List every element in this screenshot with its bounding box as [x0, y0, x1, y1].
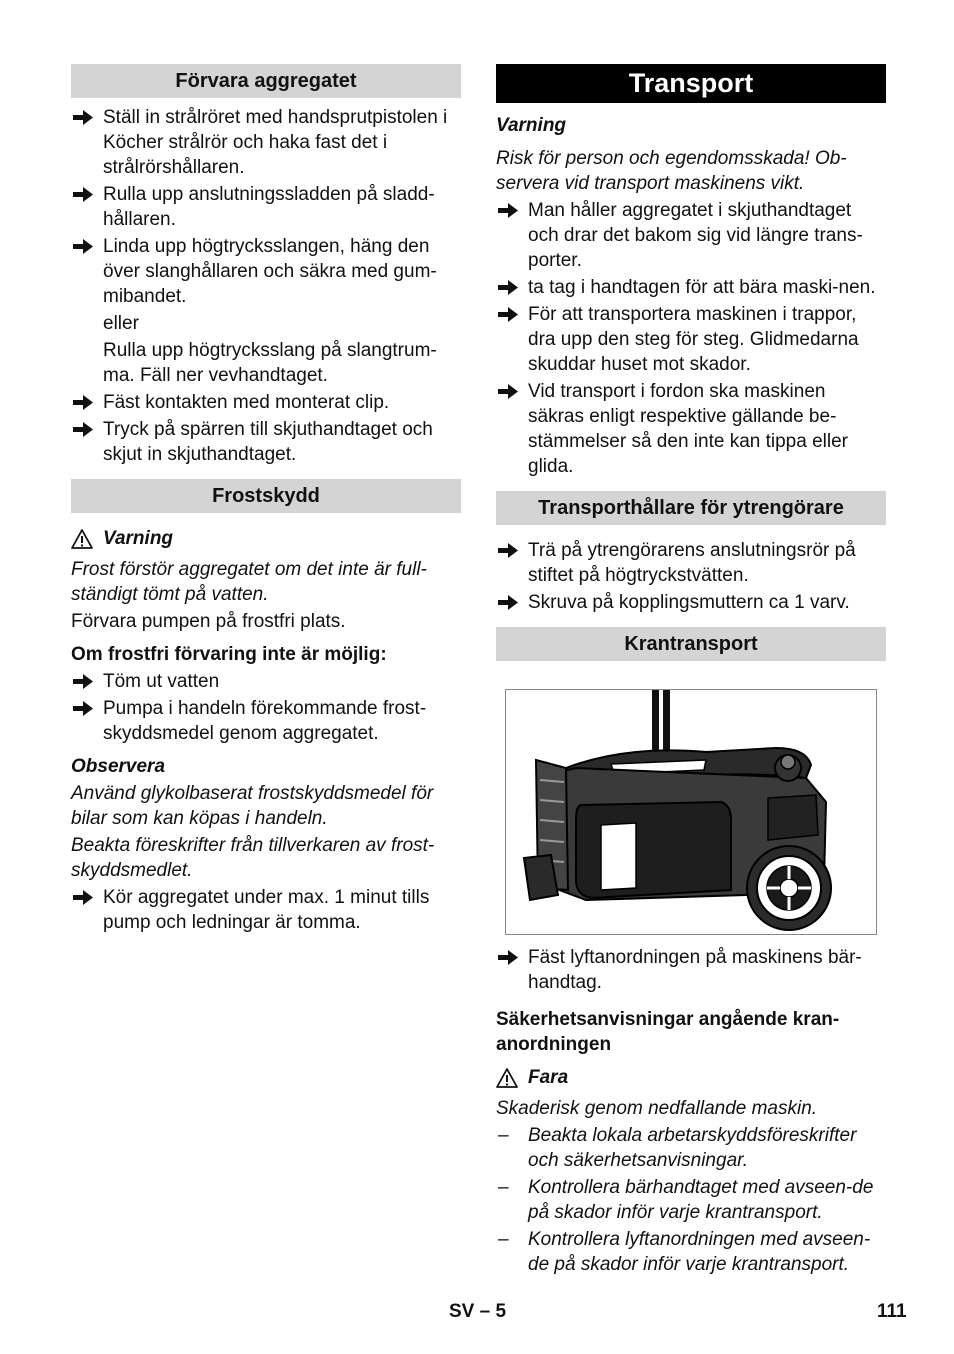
- danger-label: Fara: [496, 1065, 886, 1090]
- pressure-washer-crane-drawing: [506, 690, 876, 934]
- section-heading-frost: Frostskydd: [71, 479, 461, 513]
- list-item: Ställ in strålröret med handsprutpistolen i Köcher strålrör och haka fast det i strålrörshållaren.: [71, 105, 461, 180]
- warning-label: Varning: [496, 115, 567, 136]
- arrow-right-icon: [498, 203, 518, 218]
- warning-text: Frost förstör aggregatet om det inte är full-ständigt tömt på vatten.: [71, 559, 427, 605]
- right-column: [496, 64, 886, 1279]
- list-item: ta tag i handtagen för att bära maski-nen.: [496, 275, 886, 300]
- section-heading-transport: Transport: [496, 64, 886, 103]
- store-text: Förvara pumpen på frostfri plats.: [71, 611, 346, 632]
- list-item: Pumpa i handeln förekommande frost-skyddsmedel genom aggregatet.: [71, 696, 461, 746]
- note-text: Använd glykolbaserat frostskyddsmedel för bilar som kan köpas i handeln.: [71, 783, 434, 829]
- section-heading-storage: Förvara aggregatet: [71, 64, 461, 98]
- list-item: Fäst kontakten med monterat clip.: [71, 390, 461, 415]
- list-item: Tryck på spärren till skjuthandtaget och skjut in skjuthandtaget.: [71, 417, 461, 467]
- arrow-right-icon: [498, 595, 518, 610]
- subheading: Säkerhetsanvisningar angående kran-anordningen: [496, 1009, 840, 1055]
- list-item: Fäst lyftanordningen på maskinens bär-handtag.: [496, 945, 886, 995]
- alternative-text: Rulla upp högtrycksslang på slangtrum-ma. Fäll ner vevhandtaget.: [103, 340, 437, 386]
- list-item: Töm ut vatten: [71, 669, 461, 694]
- arrow-right-icon: [73, 187, 93, 202]
- section-heading-crane: Krantransport: [496, 627, 886, 661]
- warning-text: Risk för person och egendomsskada! Ob-servera vid transport maskinens vikt.: [496, 148, 847, 194]
- list-item: Linda upp högtrycksslangen, häng den över slanghållaren och säkra med gum-mibandet.: [71, 234, 461, 309]
- note-text: Beakta föreskrifter från tillverkaren av frost-skyddsmedlet.: [71, 835, 435, 881]
- list-item: Kör aggregatet under max. 1 minut tills pump och ledningar är tomma.: [71, 885, 461, 935]
- or-text: eller: [103, 313, 139, 334]
- arrow-right-icon: [498, 543, 518, 558]
- list-item: Rulla upp anslutningssladden på sladd-hållaren.: [71, 182, 461, 232]
- warning-triangle-icon: [71, 529, 93, 549]
- arrow-right-icon: [73, 701, 93, 716]
- machine-illustration: [505, 689, 877, 935]
- warning-label: Varning: [71, 526, 461, 551]
- list-item: – Beakta lokala arbetarskyddsföreskrifter och säkerhetsanvisningar.: [498, 1125, 857, 1171]
- arrow-right-icon: [498, 950, 518, 965]
- arrow-right-icon: [498, 307, 518, 322]
- arrow-right-icon: [73, 395, 93, 410]
- section-heading-holder: Transporthållare för ytrengörare: [496, 491, 886, 525]
- arrow-right-icon: [73, 890, 93, 905]
- arrow-right-icon: [498, 384, 518, 399]
- arrow-right-icon: [73, 239, 93, 254]
- list-item: För att transportera maskinen i trappor, dra upp den steg för steg. Glidmedarna skuddar huset mot skador.: [496, 302, 886, 377]
- list-item: – Kontrollera lyftanordningen med avseen-de på skador inför varje krantransport.: [498, 1229, 871, 1275]
- arrow-right-icon: [498, 280, 518, 295]
- subheading: Om frostfri förvaring inte är möjlig:: [71, 644, 387, 665]
- left-column: [71, 64, 461, 937]
- arrow-right-icon: [73, 674, 93, 689]
- arrow-right-icon: [73, 422, 93, 437]
- list-item: – Kontrollera bärhandtaget med avseen-de på skador inför varje krantransport.: [498, 1177, 874, 1223]
- danger-text: Skaderisk genom nedfallande maskin.: [496, 1098, 818, 1119]
- list-item: Vid transport i fordon ska maskinen säkras enligt respektive gällande be-stämmelser så den inte kan tippa eller glida.: [496, 379, 886, 479]
- arrow-right-icon: [73, 110, 93, 125]
- list-item: Trä på ytrengörarens anslutningsrör på stiftet på högtryckstvätten.: [496, 538, 886, 588]
- warning-triangle-icon: [496, 1068, 518, 1088]
- list-item: Man håller aggregatet i skjuthandtaget och drar det bakom sig vid längre trans-porter.: [496, 198, 886, 273]
- note-label: Observera: [71, 756, 166, 777]
- footer-language-page: SV – 5: [449, 1301, 507, 1322]
- list-item: Skruva på kopplingsmuttern ca 1 varv.: [496, 590, 886, 615]
- footer-page-number: 111: [877, 1301, 907, 1322]
